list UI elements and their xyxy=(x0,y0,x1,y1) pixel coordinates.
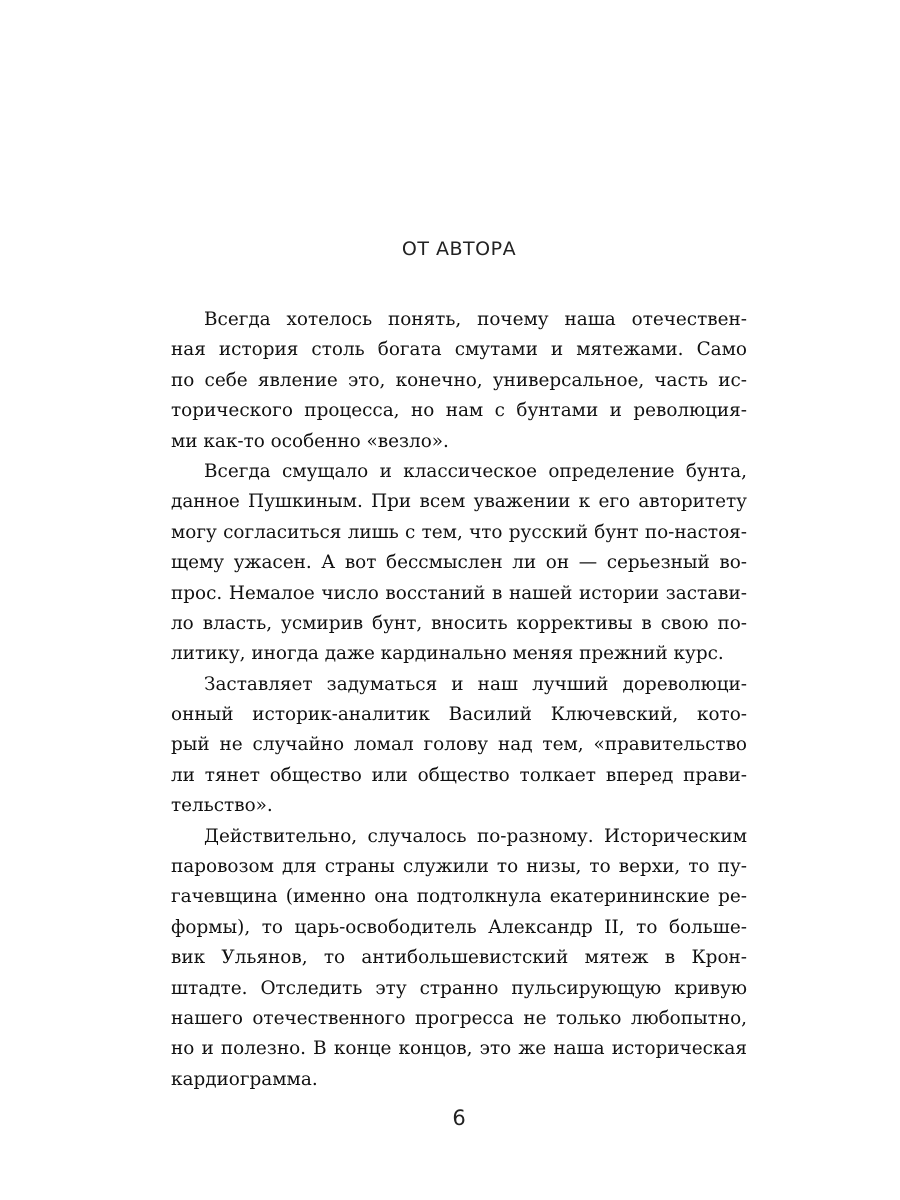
text-line: Действительно, случалось по-разному. Историческим xyxy=(204,825,747,847)
text-line: вик Ульянов, то антибольшевистский мятеж в Крон- xyxy=(171,947,747,969)
text-line: ми как-то особенно «везло». xyxy=(171,430,449,452)
text-line: прос. Немалое число восстаний в нашей истории застави- xyxy=(171,582,747,604)
text-line: торического процесса, но нам с бунтами и революция- xyxy=(171,400,747,422)
chapter-heading: ОТ АВТОРА xyxy=(401,238,517,260)
text-line: ная история столь богата смутами и мятежами. Само xyxy=(171,339,747,361)
text-line: Всегда хотелось понять, почему наша отечествен- xyxy=(204,309,747,330)
text-line: литику, иногда даже кардинально меняя прежний курс. xyxy=(171,643,724,665)
text-line: Всегда смущало и классическое определение бунта, xyxy=(204,460,747,482)
body-text xyxy=(171,305,747,1095)
text-line: формы), то царь-освободитель Александр II, то больше- xyxy=(171,916,747,938)
text-line: кардиограмма. xyxy=(171,1068,318,1090)
text-line: ло власть, усмирив бунт, вносить коррективы в свою по- xyxy=(171,612,747,634)
text-line: Заставляет задуматься и наш лучший дореволюци- xyxy=(204,673,747,695)
text-line: щему ужасен. А вот бессмыслен ли он — серьезный во- xyxy=(171,552,747,574)
text-line: ли тянет общество или общество толкает вперед прави- xyxy=(171,764,747,786)
text-line: штадте. Отследить эту странно пульсирующую кривую xyxy=(171,977,747,999)
text-line: но и полезно. В конце концов, это же наша историческая xyxy=(171,1038,747,1060)
text-line: нашего отечественного прогресса не только любопытно, xyxy=(171,1007,747,1029)
paragraph-1 xyxy=(171,305,747,457)
text-line: могу согласиться лишь с тем, что русский бунт по-настоя- xyxy=(171,521,747,543)
text-line: паровозом для страны служили то низы, то верхи, то пу- xyxy=(171,856,747,878)
paragraph-4 xyxy=(171,822,747,1096)
text-line: гачевщина (именно она подтолкнула екатерининские ре- xyxy=(171,886,747,908)
text-line: по себе явление это, конечно, универсальное, часть ис- xyxy=(171,369,747,391)
text-line: данное Пушкиным. При всем уважении к его авторитету xyxy=(171,491,747,513)
paragraph-2 xyxy=(171,457,747,670)
text-line: тельство». xyxy=(171,795,273,817)
paragraph-3 xyxy=(171,670,747,822)
text-line: онный историк-аналитик Василий Ключевский, кото- xyxy=(171,704,747,726)
text-line: рый не случайно ломал голову над тем, «правительство xyxy=(171,734,747,756)
page-number: 6 xyxy=(452,1106,466,1130)
